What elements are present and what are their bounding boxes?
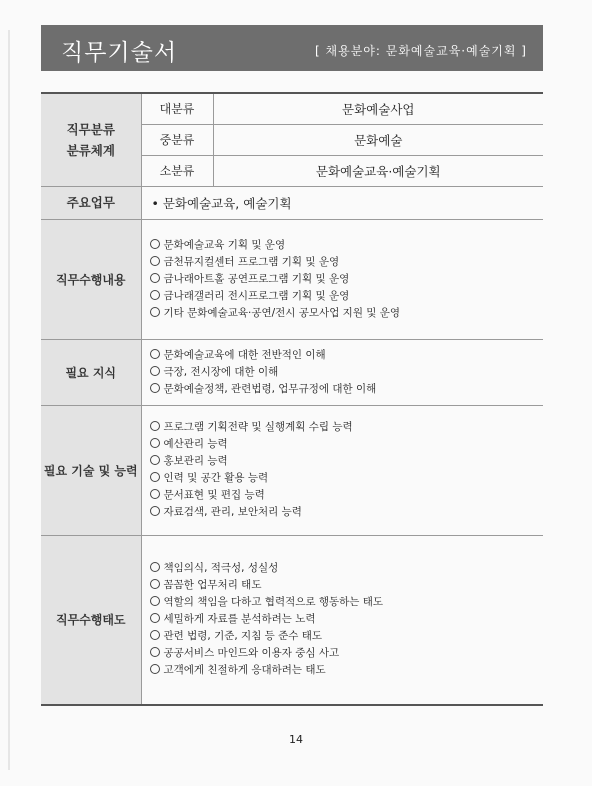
- main-duty-value: • 문화예술교육, 예술기획: [141, 186, 543, 219]
- section-label-attitude: 직무수행태도: [41, 535, 141, 705]
- value-major: 문화예술사업: [213, 93, 543, 124]
- list-item: 고객에게 친절하게 응대하려는 태도: [150, 662, 544, 679]
- job-description-table: [41, 92, 543, 706]
- level-major: 대분류: [141, 93, 213, 124]
- circle-bullet-icon: [150, 273, 160, 283]
- circle-bullet-icon: [150, 506, 160, 516]
- classification-label: [41, 93, 141, 186]
- list-item: 금천뮤지컬센터 프로그램 기획 및 운영: [150, 254, 544, 271]
- table-row: [41, 405, 543, 535]
- attitude-list: [142, 560, 544, 679]
- recruitment-field: [ 채용분야: 문화예술교육·예술기획 ]: [315, 44, 527, 58]
- circle-bullet-icon: [150, 472, 160, 482]
- circle-bullet-icon: [150, 239, 160, 249]
- title-banner: [41, 25, 543, 71]
- section-items-skills: [141, 405, 543, 535]
- list-item: 금나래갤러리 전시프로그램 기획 및 운영: [150, 288, 544, 305]
- knowledge-list: [142, 347, 544, 398]
- list-item: 문화예술교육에 대한 전반적인 이해: [150, 347, 544, 364]
- classification-label-line1: 직무분류: [66, 121, 115, 137]
- circle-bullet-icon: [150, 579, 160, 589]
- table-row: [41, 219, 543, 339]
- value-minor: 문화예술교육·예술기획: [213, 155, 543, 186]
- list-item: 세밀하게 자료를 분석하려는 노력: [150, 611, 544, 628]
- page-number: 14: [289, 733, 303, 746]
- section-label-skills: 필요 기술 및 능력: [41, 405, 141, 535]
- list-item: 꼼꼼한 업무처리 태도: [150, 577, 544, 594]
- list-item: 문서표현 및 편집 능력: [150, 487, 544, 504]
- circle-bullet-icon: [150, 349, 160, 359]
- circle-bullet-icon: [150, 647, 160, 657]
- document-title: 직무기술서: [61, 40, 178, 66]
- table-row: [41, 186, 543, 219]
- circle-bullet-icon: [150, 630, 160, 640]
- list-item: 금나래아트홀 공연프로그램 기획 및 운영: [150, 271, 544, 288]
- list-item: 기타 문화예술교육·공연/전시 공모사업 지원 및 운영: [150, 305, 544, 322]
- level-minor: 소분류: [141, 155, 213, 186]
- list-item: 역할의 책임을 다하고 협력적으로 행동하는 태도: [150, 594, 544, 611]
- circle-bullet-icon: [150, 290, 160, 300]
- skills-list: [142, 419, 544, 521]
- main-duty-label: 주요업무: [41, 186, 141, 219]
- circle-bullet-icon: [150, 596, 160, 606]
- table-row: [41, 339, 543, 405]
- value-middle: 문화예술: [213, 124, 543, 155]
- level-middle: 중분류: [141, 124, 213, 155]
- section-label-duties: 직무수행내용: [41, 219, 141, 339]
- list-item: 극장, 전시장에 대한 이해: [150, 364, 544, 381]
- circle-bullet-icon: [150, 562, 160, 572]
- list-item: 관련 법령, 기준, 지침 등 준수 태도: [150, 628, 544, 645]
- list-item: 자료검색, 관리, 보안처리 능력: [150, 504, 544, 521]
- circle-bullet-icon: [150, 455, 160, 465]
- page-edge: [8, 30, 10, 770]
- circle-bullet-icon: [150, 307, 160, 317]
- section-label-knowledge: 필요 지식: [41, 339, 141, 405]
- circle-bullet-icon: [150, 366, 160, 376]
- circle-bullet-icon: [150, 438, 160, 448]
- circle-bullet-icon: [150, 613, 160, 623]
- section-items-knowledge: [141, 339, 543, 405]
- table-row: [41, 535, 543, 705]
- list-item: 책임의식, 적극성, 성실성: [150, 560, 544, 577]
- circle-bullet-icon: [150, 421, 160, 431]
- list-item: 문화예술교육 기획 및 운영: [150, 237, 544, 254]
- list-item: 공공서비스 마인드와 이용자 중심 사고: [150, 645, 544, 662]
- circle-bullet-icon: [150, 664, 160, 674]
- classification-label-line2: 분류체계: [66, 142, 115, 158]
- duties-list: [142, 237, 544, 322]
- section-items-duties: [141, 219, 543, 339]
- section-items-attitude: [141, 535, 543, 705]
- table-row: [41, 93, 543, 124]
- circle-bullet-icon: [150, 383, 160, 393]
- list-item: 홍보관리 능력: [150, 453, 544, 470]
- circle-bullet-icon: [150, 489, 160, 499]
- list-item: 프로그램 기획전략 및 실행계획 수립 능력: [150, 419, 544, 436]
- list-item: 문화예술정책, 관련법령, 업무규정에 대한 이해: [150, 381, 544, 398]
- list-item: 예산관리 능력: [150, 436, 544, 453]
- list-item: 인력 및 공간 활용 능력: [150, 470, 544, 487]
- circle-bullet-icon: [150, 256, 160, 266]
